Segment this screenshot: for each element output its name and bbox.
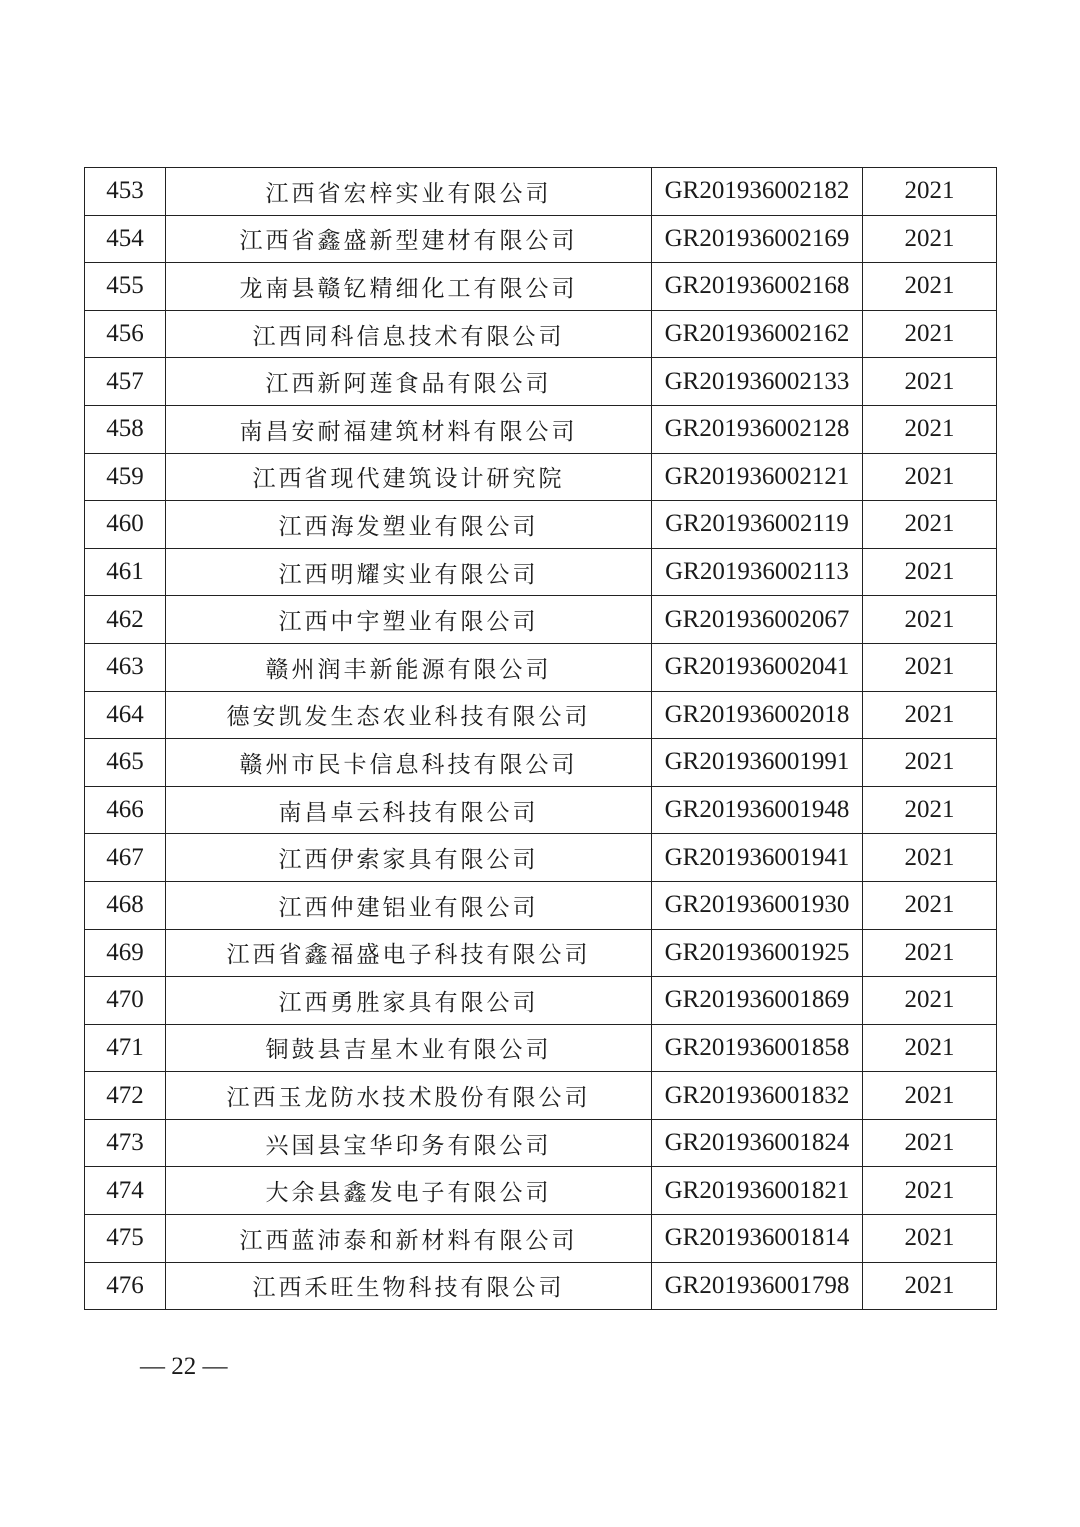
row-number: 466: [85, 786, 166, 834]
year: 2021: [863, 501, 997, 549]
company-name: 江西勇胜家具有限公司: [166, 977, 652, 1025]
company-name: 大余县鑫发电子有限公司: [166, 1167, 652, 1215]
year: 2021: [863, 358, 997, 406]
company-name: 江西省宏梓实业有限公司: [166, 168, 652, 216]
company-name: 江西海发塑业有限公司: [166, 501, 652, 549]
table-row: [85, 168, 997, 216]
company-name: 南昌安耐福建筑材料有限公司: [166, 405, 652, 453]
row-number: 470: [85, 977, 166, 1025]
year: 2021: [863, 977, 997, 1025]
company-name: 赣州市民卡信息科技有限公司: [166, 739, 652, 787]
certificate-number: GR201936001948: [652, 786, 863, 834]
year: 2021: [863, 739, 997, 787]
table-row: [85, 310, 997, 358]
certificate-number: GR201936001941: [652, 834, 863, 882]
table-row: [85, 881, 997, 929]
company-name: 江西省鑫盛新型建材有限公司: [166, 215, 652, 263]
table-row: [85, 1262, 997, 1310]
table-row: [85, 1119, 997, 1167]
certificate-number: GR201936002133: [652, 358, 863, 406]
certificate-number: GR201936001869: [652, 977, 863, 1025]
row-number: 461: [85, 548, 166, 596]
company-list-table: [84, 167, 997, 1310]
year: 2021: [863, 1167, 997, 1215]
year: 2021: [863, 548, 997, 596]
year: 2021: [863, 1119, 997, 1167]
company-name: 江西蓝沛泰和新材料有限公司: [166, 1215, 652, 1263]
table-row: [85, 643, 997, 691]
table-row: [85, 215, 997, 263]
certificate-number: GR201936001798: [652, 1262, 863, 1310]
certificate-number: GR201936001930: [652, 881, 863, 929]
certificate-number: GR201936001814: [652, 1215, 863, 1263]
row-number: 468: [85, 881, 166, 929]
company-name: 兴国县宝华印务有限公司: [166, 1119, 652, 1167]
company-name: 江西同科信息技术有限公司: [166, 310, 652, 358]
row-number: 464: [85, 691, 166, 739]
row-number: 460: [85, 501, 166, 549]
certificate-number: GR201936002169: [652, 215, 863, 263]
company-name: 江西玉龙防水技术股份有限公司: [166, 1072, 652, 1120]
row-number: 454: [85, 215, 166, 263]
certificate-number: GR201936002018: [652, 691, 863, 739]
certificate-number: GR201936001832: [652, 1072, 863, 1120]
year: 2021: [863, 263, 997, 311]
company-name: 赣州润丰新能源有限公司: [166, 643, 652, 691]
row-number: 469: [85, 929, 166, 977]
year: 2021: [863, 1262, 997, 1310]
certificate-number: GR201936001991: [652, 739, 863, 787]
company-name: 江西省现代建筑设计研究院: [166, 453, 652, 501]
company-name: 江西明耀实业有限公司: [166, 548, 652, 596]
table-body: [85, 168, 997, 1310]
year: 2021: [863, 453, 997, 501]
company-name: 南昌卓云科技有限公司: [166, 786, 652, 834]
company-name: 江西新阿莲食品有限公司: [166, 358, 652, 406]
row-number: 457: [85, 358, 166, 406]
certificate-number: GR201936002113: [652, 548, 863, 596]
year: 2021: [863, 168, 997, 216]
row-number: 453: [85, 168, 166, 216]
certificate-number: GR201936002182: [652, 168, 863, 216]
table-row: [85, 739, 997, 787]
table-row: [85, 263, 997, 311]
row-number: 471: [85, 1024, 166, 1072]
certificate-number: GR201936002128: [652, 405, 863, 453]
table-row: [85, 1215, 997, 1263]
table-row: [85, 834, 997, 882]
table-row: [85, 786, 997, 834]
year: 2021: [863, 1215, 997, 1263]
year: 2021: [863, 929, 997, 977]
row-number: 467: [85, 834, 166, 882]
certificate-number: GR201936002162: [652, 310, 863, 358]
row-number: 458: [85, 405, 166, 453]
row-number: 459: [85, 453, 166, 501]
year: 2021: [863, 1072, 997, 1120]
certificate-number: GR201936001824: [652, 1119, 863, 1167]
year: 2021: [863, 1024, 997, 1072]
table-row: [85, 1024, 997, 1072]
year: 2021: [863, 881, 997, 929]
company-name: 铜鼓县吉星木业有限公司: [166, 1024, 652, 1072]
row-number: 462: [85, 596, 166, 644]
company-name: 龙南县赣钇精细化工有限公司: [166, 263, 652, 311]
year: 2021: [863, 596, 997, 644]
row-number: 455: [85, 263, 166, 311]
table-row: [85, 358, 997, 406]
table-row: [85, 1167, 997, 1215]
certificate-number: GR201936002168: [652, 263, 863, 311]
table-row: [85, 596, 997, 644]
company-name: 江西中宇塑业有限公司: [166, 596, 652, 644]
company-name: 德安凯发生态农业科技有限公司: [166, 691, 652, 739]
year: 2021: [863, 834, 997, 882]
row-number: 456: [85, 310, 166, 358]
table-row: [85, 501, 997, 549]
row-number: 475: [85, 1215, 166, 1263]
certificate-number: GR201936002121: [652, 453, 863, 501]
certificate-number: GR201936001821: [652, 1167, 863, 1215]
table-row: [85, 977, 997, 1025]
year: 2021: [863, 310, 997, 358]
year: 2021: [863, 405, 997, 453]
certificate-number: GR201936002119: [652, 501, 863, 549]
page-number: — 22 —: [140, 1353, 228, 1380]
certificate-number: GR201936001858: [652, 1024, 863, 1072]
table-row: [85, 548, 997, 596]
year: 2021: [863, 691, 997, 739]
company-name: 江西伊索家具有限公司: [166, 834, 652, 882]
row-number: 472: [85, 1072, 166, 1120]
table-row: [85, 929, 997, 977]
certificate-number: GR201936001925: [652, 929, 863, 977]
table-row: [85, 453, 997, 501]
table-row: [85, 691, 997, 739]
year: 2021: [863, 786, 997, 834]
row-number: 465: [85, 739, 166, 787]
table-row: [85, 1072, 997, 1120]
year: 2021: [863, 215, 997, 263]
row-number: 476: [85, 1262, 166, 1310]
company-name: 江西仲建铝业有限公司: [166, 881, 652, 929]
certificate-number: GR201936002041: [652, 643, 863, 691]
row-number: 474: [85, 1167, 166, 1215]
year: 2021: [863, 643, 997, 691]
certificate-number: GR201936002067: [652, 596, 863, 644]
row-number: 473: [85, 1119, 166, 1167]
table-row: [85, 405, 997, 453]
company-name: 江西禾旺生物科技有限公司: [166, 1262, 652, 1310]
row-number: 463: [85, 643, 166, 691]
company-name: 江西省鑫福盛电子科技有限公司: [166, 929, 652, 977]
